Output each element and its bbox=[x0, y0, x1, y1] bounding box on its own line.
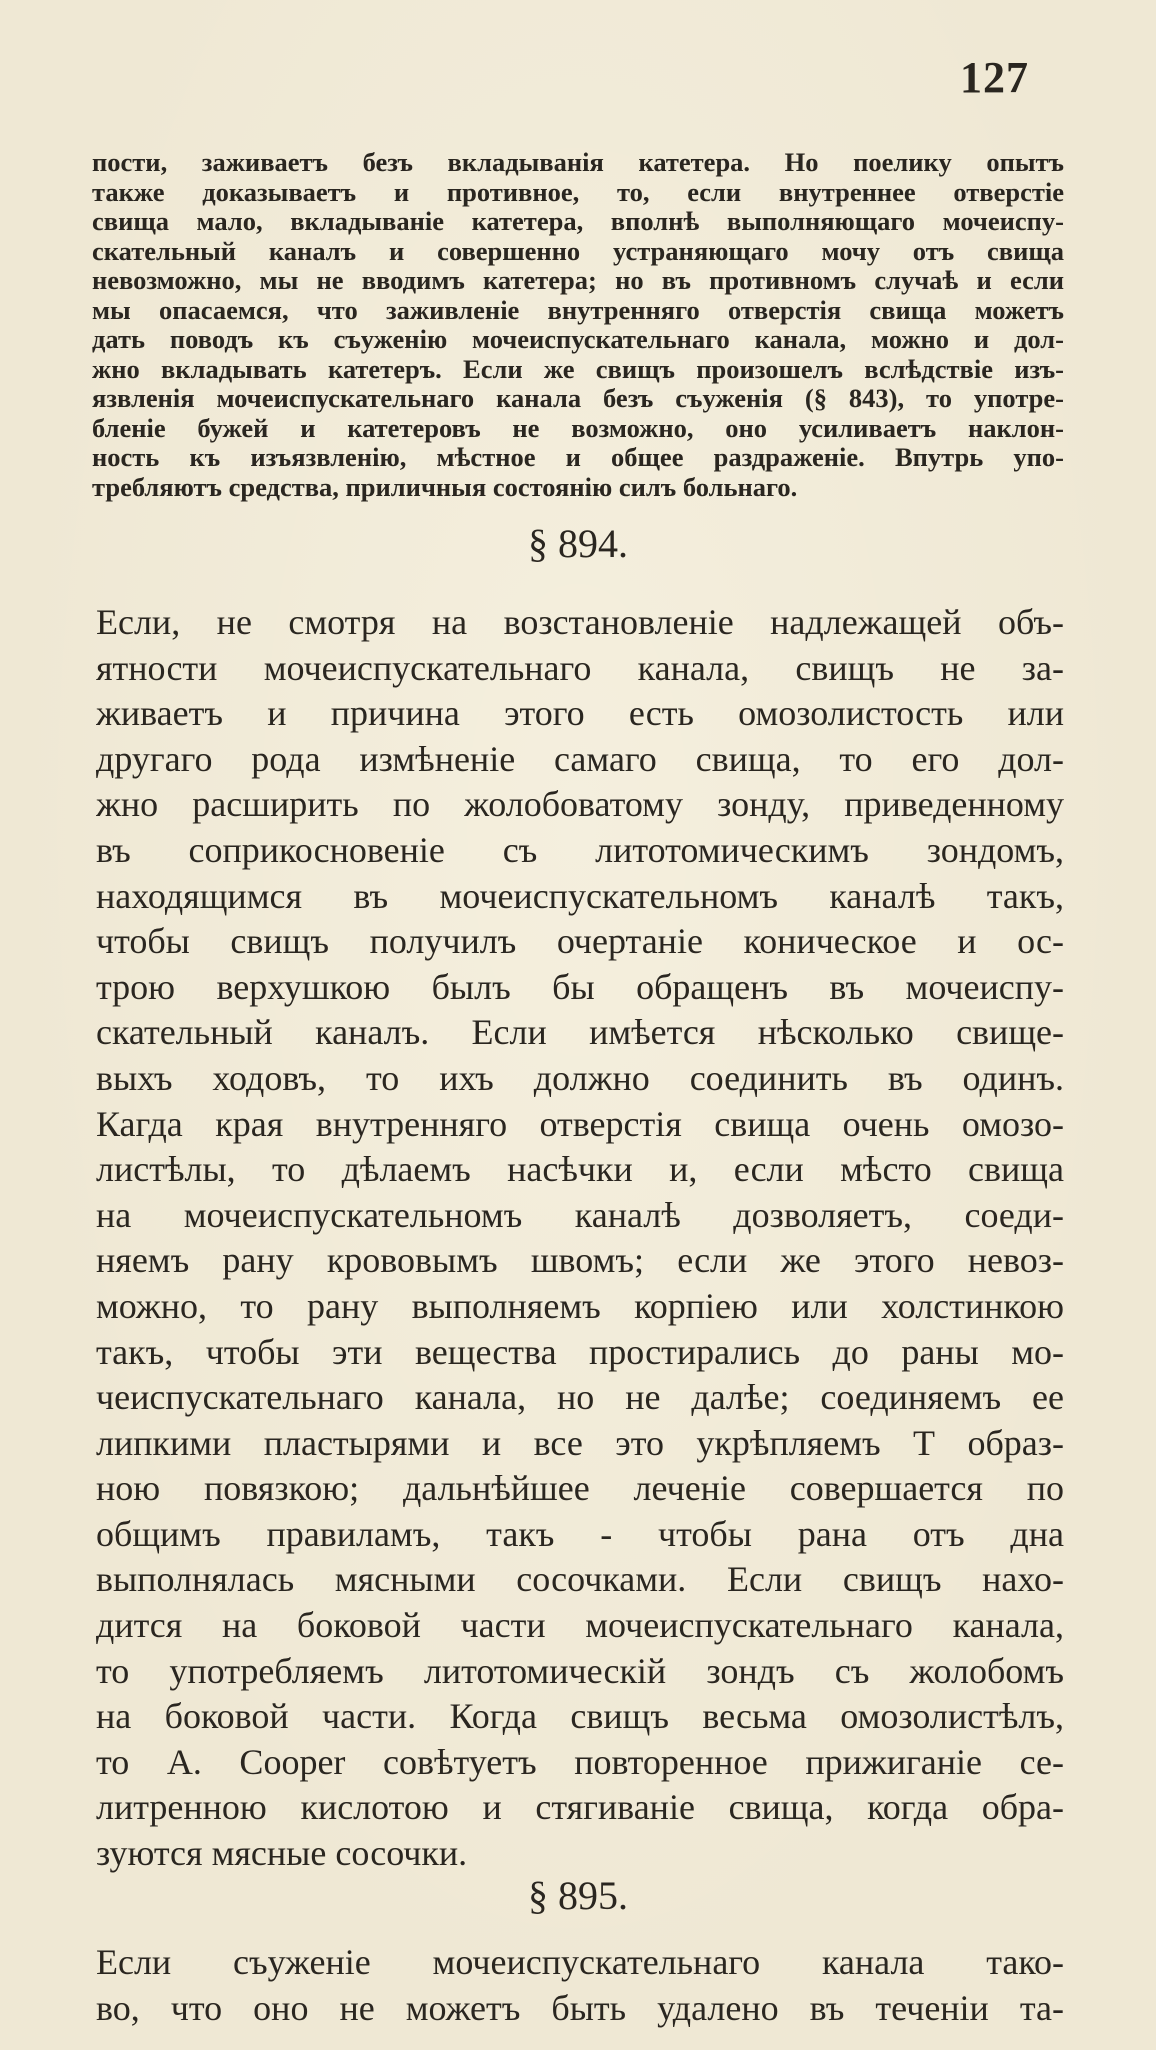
text-line: выхъ ходовъ, то ихъ должно соединить въ одинъ. bbox=[96, 1057, 1064, 1098]
section-894-body bbox=[96, 600, 1064, 1877]
text-line: невозможно, мы не вводимъ катетера; но въ противномъ случаѣ и если bbox=[92, 266, 1064, 295]
text-line: также доказываетъ и противное, то, если внутреннее отверстіе bbox=[92, 177, 1064, 207]
text-line: дится на боковой части мочеиспускательнаго канала, bbox=[96, 1605, 1064, 1646]
text-line: скательный каналъ и совершенно устраняющаго мочу отъ свища bbox=[92, 236, 1064, 266]
text-line: въ соприкосновеніе съ литотомическимъ зондомъ, bbox=[96, 829, 1064, 870]
text-line: липкими пластырями и все это укрѣпляемъ Т образ- bbox=[96, 1422, 1064, 1463]
text-line: чеиспускательнаго канала, но не далѣе; соединяемъ ее bbox=[96, 1377, 1064, 1418]
text-line: другаго рода измѣненіе самаго свища, то его дол- bbox=[96, 738, 1064, 779]
text-line: бленіе бужей и катетеровъ не возможно, оно усиливаетъ наклон- bbox=[92, 413, 1064, 443]
page-number: 127 bbox=[960, 53, 1029, 102]
section-895-body bbox=[96, 1940, 1064, 2031]
text-line: выполнялась мясными сосочками. Если свищъ нахо- bbox=[96, 1559, 1064, 1600]
text-line: язвленія мочеиспускательнаго канала безъ съуженія (§ 843), то употре- bbox=[92, 384, 1064, 413]
text-line: чтобы свищъ получилъ очертаніе коническое и ос- bbox=[96, 921, 1064, 962]
text-line: такъ, чтобы эти вещества простирались до раны мо- bbox=[96, 1331, 1064, 1372]
text-line: няемъ рану крововымъ швомъ; если же этого невоз- bbox=[96, 1240, 1064, 1281]
text-line: ятности мочеиспускательнаго канала, свищъ не за- bbox=[96, 647, 1064, 688]
text-line: трою верхушкою былъ бы обращенъ въ мочеиспу- bbox=[96, 966, 1064, 1007]
text-line: то А. Cooper совѣтуетъ повторенное прижиганіе се- bbox=[96, 1741, 1064, 1782]
text-line: свища мало, вкладываніе катетера, вполнѣ выполняющаго мочеиспу- bbox=[92, 207, 1064, 236]
text-line: Кагда края внутренняго отверстія свища очень омозо- bbox=[96, 1103, 1064, 1144]
text-line: мы опасаемся, что заживленіе внутренняго отверстія свища можетъ bbox=[92, 295, 1064, 325]
text-line: находящимся въ мочеиспускательномъ каналѣ такъ, bbox=[96, 875, 1064, 916]
text-line: живаетъ и причина этого есть омозолистость или bbox=[96, 693, 1064, 734]
text-line: дать поводъ къ съуженію мочеиспускательнаго канала, можно и дол- bbox=[92, 325, 1064, 354]
section-heading-895: § 895. bbox=[528, 1873, 628, 1918]
text-line: на боковой части. Когда свищъ весьма омозолистѣлъ, bbox=[96, 1696, 1064, 1737]
text-line: жно расширить по жолобоватому зонду, приведенному bbox=[96, 784, 1064, 825]
text-line: можно, то рану выполняемъ корпіею или холстинкою bbox=[96, 1285, 1064, 1326]
text-line: пости, заживаетъ безъ вкладыванія катетера. Но поелику опытъ bbox=[92, 148, 1064, 177]
top-paragraph bbox=[92, 148, 1064, 502]
text-line: ною повязкою; дальнѣйшее леченіе совершается по bbox=[96, 1468, 1064, 1509]
text-line: зуются мясные сосочки. bbox=[96, 1833, 468, 1874]
text-line: требляютъ средства, приличныя состоянію силъ больнаго. bbox=[92, 472, 798, 502]
text-line: листѣлы, то дѣлаемъ насѣчки и, если мѣсто свища bbox=[96, 1149, 1064, 1190]
text-line: Если, не смотря на возстановленіе надлежащей объ- bbox=[96, 602, 1064, 642]
section-heading-894: § 894. bbox=[528, 521, 628, 566]
text-line: на мочеиспускательномъ каналѣ дозволяетъ, соеди- bbox=[96, 1194, 1064, 1235]
text-line: Если съуженіе мочеиспускательнаго канала тако- bbox=[96, 1942, 1064, 1982]
text-line: скательный каналъ. Если имѣется нѣсколько свище- bbox=[96, 1012, 1064, 1053]
text-line: во, что оно не можетъ быть удалено въ теченіи та- bbox=[96, 1987, 1064, 2028]
text-line: жно вкладывать катетеръ. Если же свищъ произошелъ вслѣдствіе изъ- bbox=[92, 354, 1064, 384]
text-line: общимъ правиламъ, такъ - чтобы рана отъ дна bbox=[96, 1513, 1064, 1554]
text-line: то употребляемъ литотомическій зондъ съ жолобомъ bbox=[96, 1650, 1064, 1691]
text-line: ность къ изъязвленію, мѣстное и общее раздраженіе. Впутрь упо- bbox=[92, 443, 1064, 472]
text-line: литренною кислотою и стягиваніе свища, когда обра- bbox=[96, 1787, 1064, 1828]
